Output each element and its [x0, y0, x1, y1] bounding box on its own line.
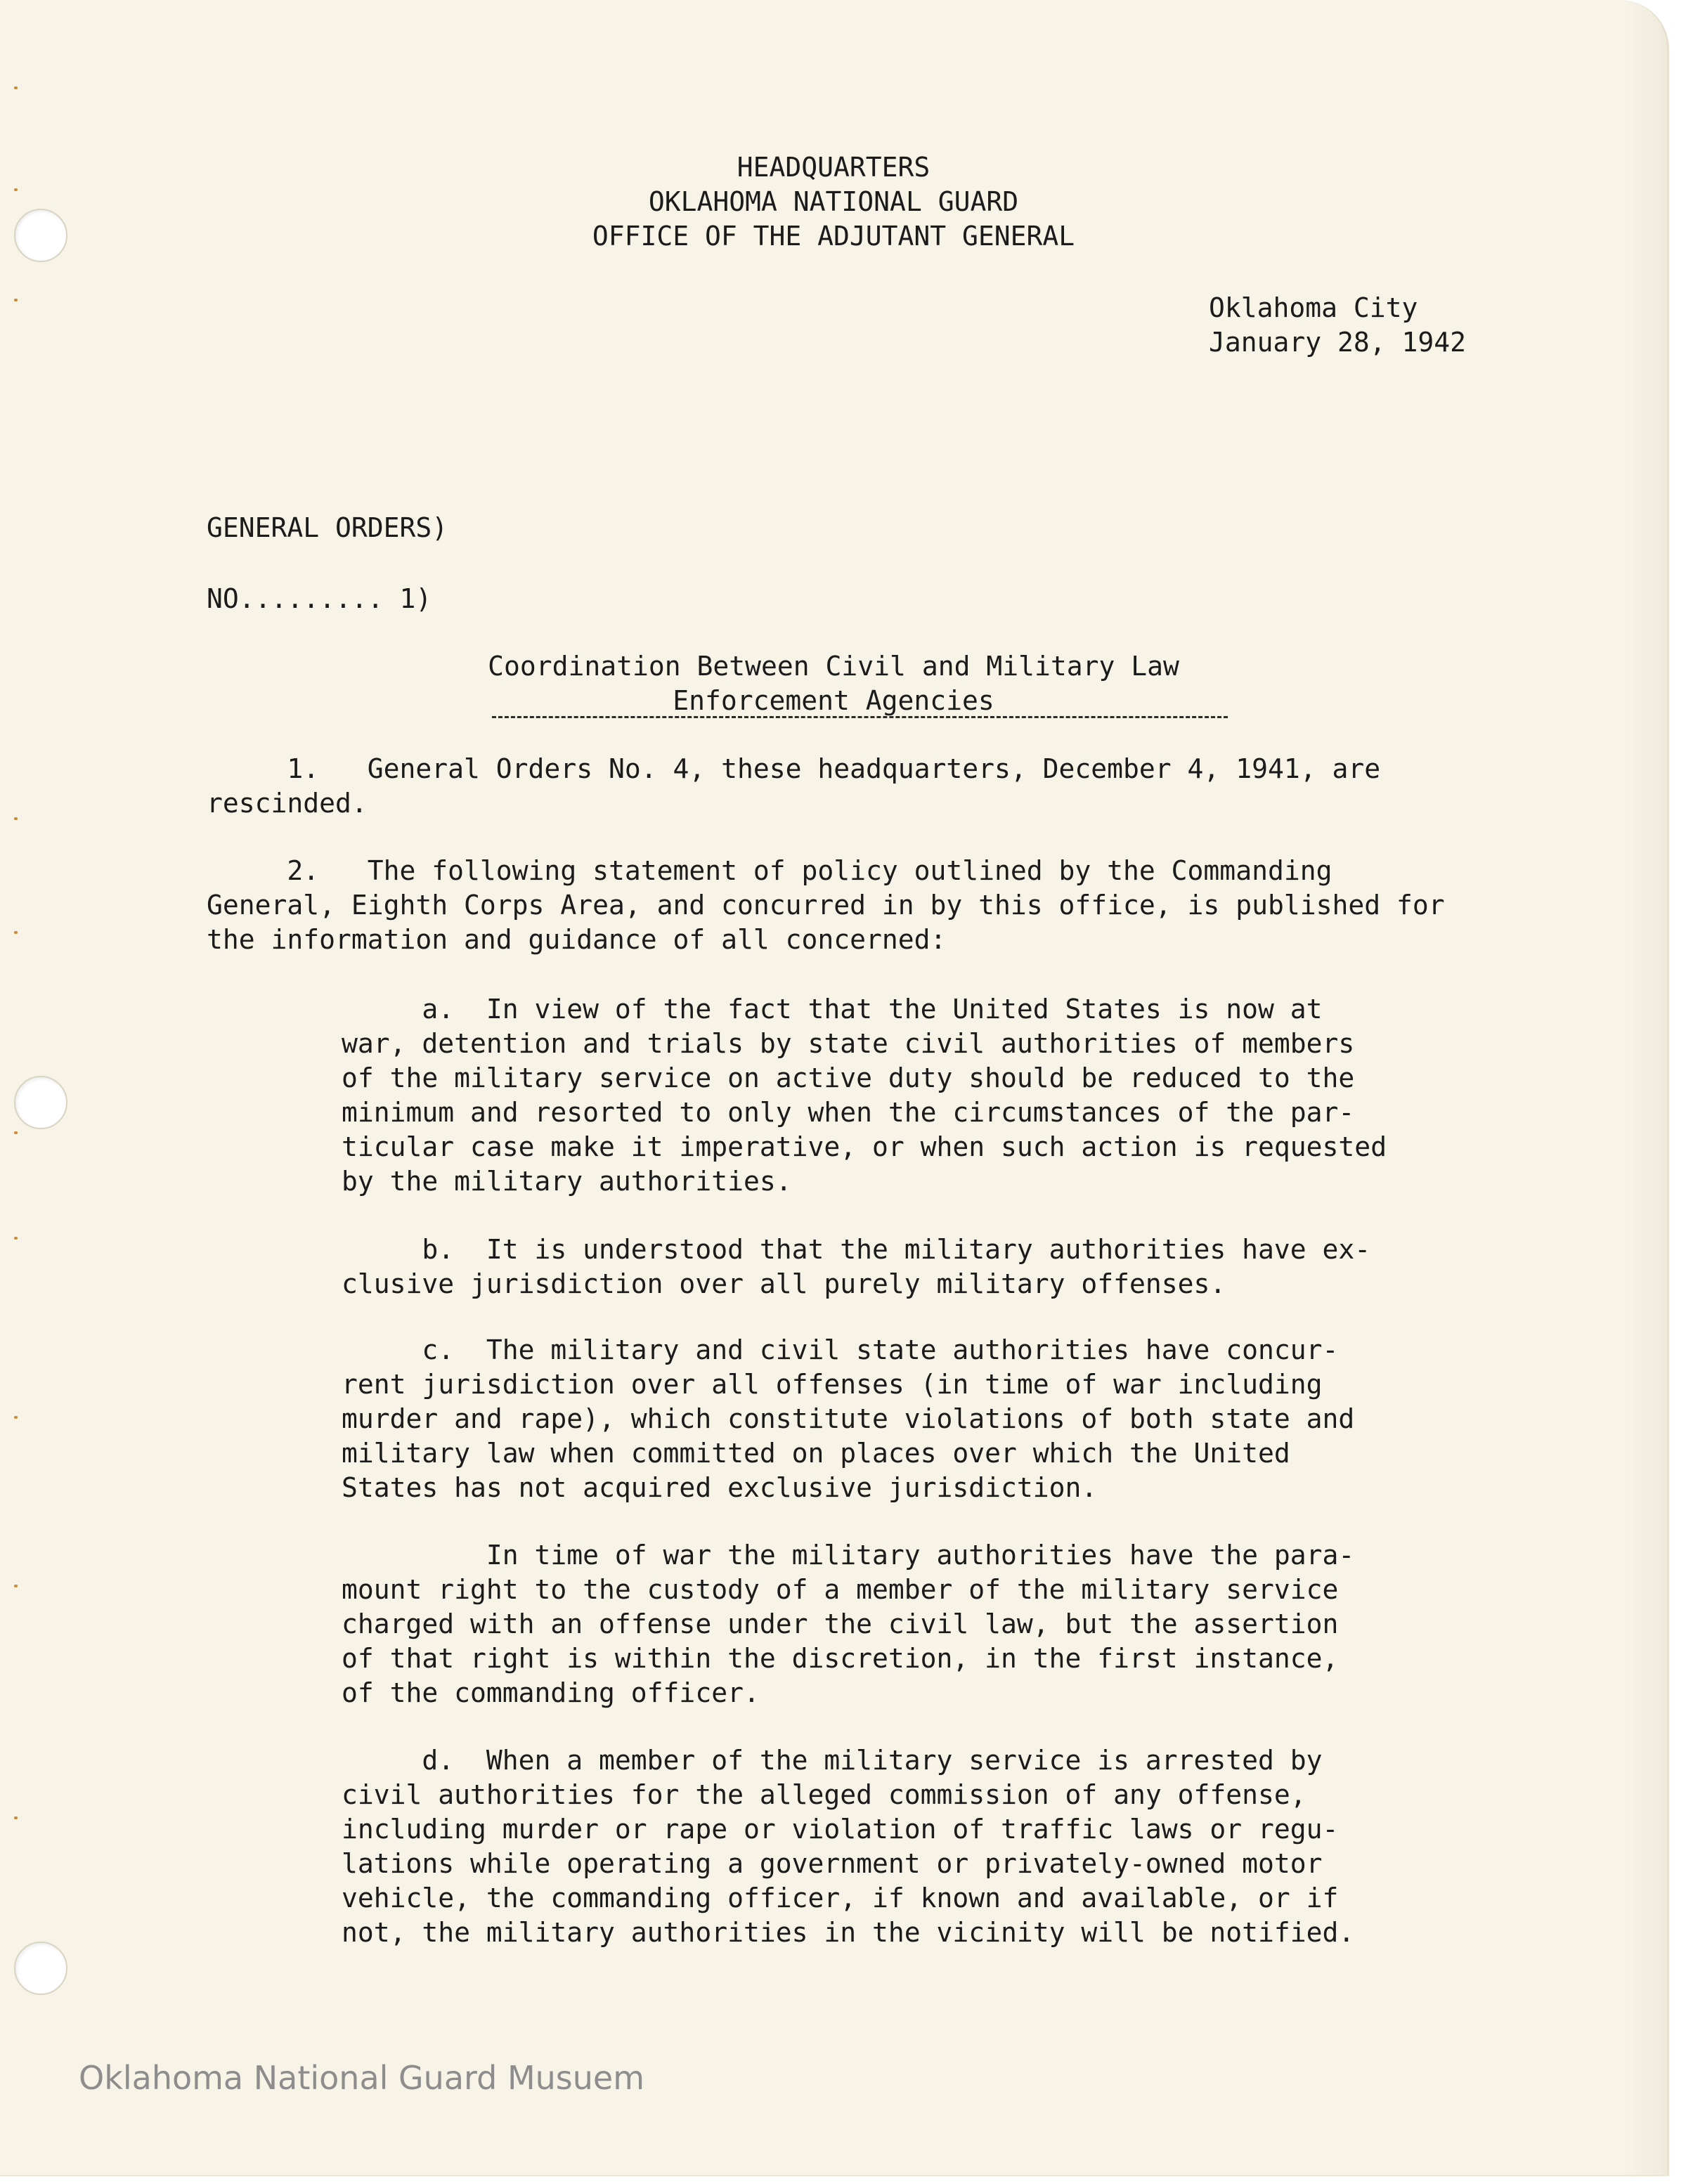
subparagraph-b-line-2: clusive jurisdiction over all purely military offenses.	[342, 1268, 1226, 1299]
subparagraph-b-line-1: b. It is understood that the military authorities have ex-	[342, 1234, 1371, 1265]
subject-line-1: Coordination Between Civil and Military Law	[488, 651, 1179, 682]
subparagraph-d-line-5: vehicle, the commanding officer, if known and available, or if	[342, 1883, 1339, 1913]
subparagraph-c2-line-4: of that right is within the discretion, in the first instance,	[342, 1643, 1339, 1674]
place-city: Oklahoma City	[1209, 292, 1418, 323]
paragraph-2-line-2: General, Eighth Corps Area, and concurred in by this office, is published for	[207, 890, 1445, 921]
subparagraph-c-line-2: rent jurisdiction over all offenses (in time of war including	[342, 1369, 1323, 1400]
subparagraph-c2-line-5: of the commanding officer.	[342, 1677, 760, 1708]
subject-line-2: Enforcement Agencies	[673, 685, 994, 716]
letterhead-office: OFFICE OF THE ADJUTANT GENERAL	[592, 221, 1075, 252]
subparagraph-a-line-5: ticular case make it imperative, or when such action is requested	[342, 1131, 1387, 1162]
general-orders-number: NO......... 1)	[207, 583, 432, 614]
museum-watermark: Oklahoma National Guard Musuem	[79, 2059, 645, 2097]
subparagraph-c2-line-1: In time of war the military authorities have the para-	[342, 1540, 1355, 1571]
subject-underline	[492, 716, 1228, 718]
paper-speck	[14, 1585, 18, 1587]
paper-speck	[14, 1131, 18, 1134]
page-edge-shading	[1625, 0, 1667, 2175]
subparagraph-c-line-3: murder and rape), which constitute violations of both state and	[342, 1403, 1355, 1434]
paper-speck	[14, 817, 18, 820]
document-date: January 28, 1942	[1209, 327, 1467, 358]
paper-speck	[14, 86, 18, 89]
letterhead-organization: OKLAHOMA NATIONAL GUARD	[648, 186, 1019, 217]
subparagraph-d-line-4: lations while operating a government or privately-owned motor	[342, 1848, 1323, 1879]
subparagraph-a-line-4: minimum and resorted to only when the circumstances of the par-	[342, 1097, 1355, 1128]
binder-hole-middle	[14, 1076, 67, 1129]
letterhead-headquarters: HEADQUARTERS	[737, 152, 930, 183]
subparagraph-a-line-2: war, detention and trials by state civil authorities of members	[342, 1028, 1355, 1059]
paragraph-1-line-2: rescinded.	[207, 788, 368, 819]
subparagraph-c2-line-2: mount right to the custody of a member of the military service	[342, 1574, 1339, 1605]
subparagraph-d-line-6: not, the military authorities in the vicinity will be notified.	[342, 1917, 1355, 1948]
paragraph-2-line-1: 2. The following statement of policy outlined by the Commanding	[207, 855, 1332, 886]
subparagraph-c-line-4: military law when committed on places over which the United	[342, 1438, 1290, 1469]
subparagraph-a-line-6: by the military authorities.	[342, 1166, 792, 1197]
paragraph-1-line-1: 1. General Orders No. 4, these headquarters, December 4, 1941, are	[207, 753, 1381, 784]
subparagraph-d-line-1: d. When a member of the military service is arrested by	[342, 1745, 1323, 1776]
subparagraph-c-line-1: c. The military and civil state authorities have concur-	[342, 1334, 1339, 1365]
paper-speck	[14, 1816, 18, 1819]
general-orders-label: GENERAL ORDERS)	[207, 512, 448, 543]
paper-speck	[14, 1416, 18, 1419]
subparagraph-c-line-5: States has not acquired exclusive jurisdiction.	[342, 1472, 1098, 1503]
subparagraph-a-line-3: of the military service on active duty should be reduced to the	[342, 1062, 1355, 1093]
subparagraph-d-line-2: civil authorities for the alleged commission of any offense,	[342, 1779, 1306, 1810]
subparagraph-d-line-3: including murder or rape or violation of traffic laws or regu-	[342, 1814, 1339, 1845]
subparagraph-a-line-1: a. In view of the fact that the United States is now at	[342, 994, 1323, 1025]
paper-speck	[14, 931, 18, 934]
binder-hole-bottom	[14, 1942, 67, 1995]
paper-speck	[14, 1237, 18, 1240]
subparagraph-c2-line-3: charged with an offense under the civil law, but the assertion	[342, 1608, 1339, 1639]
paragraph-2-line-3: the information and guidance of all concerned:	[207, 924, 947, 955]
paper-speck	[14, 299, 18, 301]
